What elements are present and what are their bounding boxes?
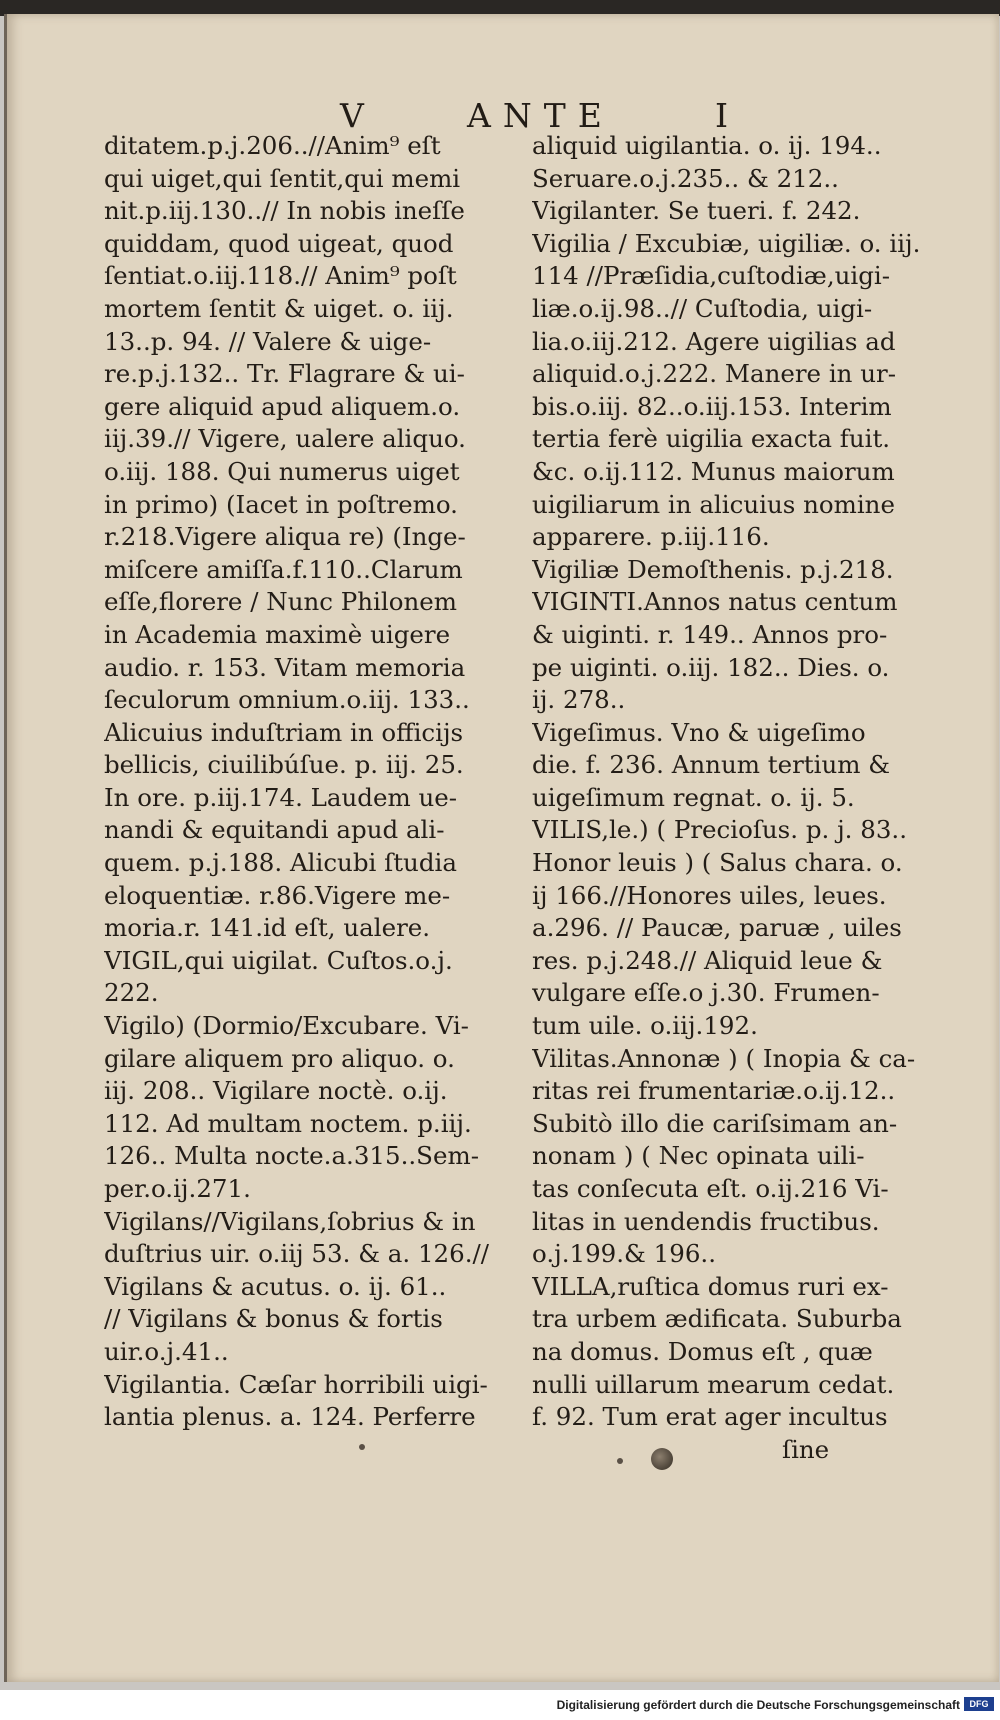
text-line: nulli uillarum mearum cedat.	[532, 1369, 895, 1399]
text-line: ritas rei frumentariæ.o.ij.12..	[532, 1076, 896, 1106]
text-line: eſſe,florere / Nunc Philonem	[104, 587, 457, 617]
text-line: re.p.j.132.. Tr. Flagrare & ui-	[104, 359, 465, 389]
text-line: iij. 208.. Vigilare noctè. o.ij.	[104, 1076, 448, 1106]
text-line: // Vigilans & bonus & fortis	[104, 1304, 443, 1334]
text-line: Subitò illo die cariſsimam an-	[532, 1108, 898, 1138]
text-line: na domus. Domus eſt , quæ	[532, 1336, 873, 1366]
text-line: miſcere amiſſa.f.110..Clarum	[104, 554, 463, 584]
text-line: r.218.Vigere aliqua re) (Inge-	[104, 522, 466, 552]
text-line: apparere. p.iij.116.	[532, 522, 770, 552]
text-line: quiddam, quod uigeat, quod	[104, 228, 454, 258]
text-line: o.iij. 188. Qui numerus uiget	[104, 456, 460, 486]
text-line: in primo) (Iacet in poſtremo.	[104, 489, 458, 519]
text-line: ſine	[782, 1434, 830, 1464]
digitization-footer	[0, 1690, 1000, 1720]
text-line: lia.o.iij.212. Agere uigilias ad	[532, 326, 896, 356]
text-line: Vigiliæ Demoſthenis. p.j.218.	[532, 554, 894, 584]
text-line: moria.r. 141.id eſt, ualere.	[104, 913, 431, 943]
header-letter: I	[714, 95, 730, 135]
text-line: Vilitas.Annonæ ) ( Inopia & ca-	[532, 1043, 916, 1073]
text-line: Vigeſimus. Vno & uigeſimo	[532, 717, 866, 747]
text-line: mortem ſentit & uiget. o. iij.	[104, 293, 454, 323]
text-line: Vigilo) (Dormio/Excubare. Vi-	[104, 1011, 469, 1041]
text-line: eloquentiæ. r.86.Vigere me-	[104, 880, 451, 910]
text-line: Vigilantia. Cæſar horribili uigi-	[104, 1369, 488, 1399]
text-line: VILIS,le.) ( Precioſus. p. j. 83..	[532, 815, 908, 845]
text-line: tum uile. o.iij.192.	[532, 1011, 758, 1041]
text-line: & uiginti. r. 149.. Annos pro-	[532, 619, 888, 649]
text-line: bis.o.iij. 82..o.iij.153. Interim	[532, 391, 892, 421]
text-line: qui uiget,qui ſentit,qui memi	[104, 163, 461, 193]
text-line: gere aliquid apud aliquem.o.	[104, 391, 461, 421]
text-line: Honor leuis ) ( Salus chara. o.	[532, 848, 903, 878]
text-line: bellicis, ciuilibúſue. p. iij. 25.	[104, 750, 464, 780]
text-line: VIGIL,qui uigilat. Cuſtos.o.j.	[104, 945, 453, 975]
text-line: uigeſimum regnat. o. ij. 5.	[532, 782, 855, 812]
text-line: Vigilanter. Se tueri. f. 242.	[532, 196, 861, 226]
text-line: VIGINTI.Annos natus centum	[532, 587, 898, 617]
text-line: tas conſecuta eſt. o.ij.216 Vi-	[532, 1174, 889, 1203]
text-line: in Academia maximè uigere	[104, 619, 451, 649]
text-line: 222.	[104, 978, 159, 1008]
text-line: ij 166.//Honores uiles, leues.	[532, 880, 887, 910]
text-line: uigiliarum in alicuius nomine	[532, 489, 895, 519]
text-line: audio. r. 153. Vitam memoria	[104, 652, 466, 682]
text-line: litas in uendendis fructibus.	[532, 1206, 880, 1236]
header-word: ANTE	[466, 95, 614, 135]
text-line: nit.p.iij.130..// In nobis ineſſe	[104, 196, 465, 226]
text-line: Vigilans//Vigilans,ſobrius & in	[104, 1206, 476, 1236]
text-line: tra urbem ædificata. Suburba	[532, 1304, 902, 1334]
text-line: ſeculorum omnium.o.iij. 133..	[104, 685, 470, 715]
text-line: duſtrius uir. o.iij 53. & a. 126.//	[104, 1239, 490, 1269]
text-line: aliquid.o.j.222. Manere in ur-	[532, 359, 897, 389]
text-line: 112. Ad multam noctem. p.iij.	[104, 1108, 472, 1138]
text-line: ſentiat.o.iij.118.// Anim⁹ poſt	[104, 261, 457, 291]
text-line: uir.o.j.41..	[104, 1336, 229, 1366]
dfg-logo: DFG	[964, 1697, 994, 1711]
text-line: VILLA,ruſtica domus ruri ex-	[532, 1271, 889, 1301]
text-line: Seruare.o.j.235.. & 212..	[532, 163, 839, 193]
text-line: res. p.j.248.// Aliquid leue &	[532, 945, 883, 975]
right-text-column	[532, 130, 942, 1466]
text-line: o.j.199.& 196..	[532, 1239, 716, 1269]
funding-credit: Digitalisierung gefördert durch die Deutsche Forschungsgemeinschaft	[556, 1698, 960, 1712]
text-line: &c. o.ij.112. Munus maiorum	[532, 456, 895, 486]
text-line: gilare aliquem pro aliquo. o.	[104, 1043, 455, 1073]
text-line: quem. p.j.188. Alicubi ſtudia	[104, 848, 457, 878]
text-line: aliquid uigilantia. o. ij. 194..	[532, 131, 882, 160]
text-line: nonam ) ( Nec opinata uili-	[532, 1141, 865, 1171]
text-line: liæ.o.ij.98..// Cuſtodia, uigi-	[532, 293, 873, 323]
text-line: lantia plenus. a. 124. Perferre	[104, 1402, 476, 1432]
text-line: 114 //Præſidia,cuſtodiæ,uigi-	[532, 261, 891, 291]
text-line: Vigilans & acutus. o. ij. 61..	[104, 1271, 447, 1301]
header-letter: V	[340, 95, 366, 135]
text-line: ij. 278..	[532, 685, 626, 715]
text-line: a.296. // Paucæ, paruæ , uiles	[532, 913, 902, 943]
text-line: ditatem.p.j.206..//Anim⁹ eſt	[104, 131, 441, 160]
text-line: pe uiginti. o.iij. 182.. Dies. o.	[532, 652, 890, 682]
text-line: Alicuius induſtriam in officijs	[104, 717, 464, 747]
text-line: In ore. p.iij.174. Laudem ue-	[104, 782, 458, 812]
text-line: die. f. 236. Annum tertium &	[532, 750, 891, 780]
text-line: Vigilia / Excubiæ, uigiliæ. o. iij.	[532, 228, 921, 258]
text-line: nandi & equitandi apud ali-	[104, 815, 445, 845]
text-line: f. 92. Tum erat ager incultus	[532, 1402, 888, 1432]
text-line: 13..p. 94. // Valere & uige-	[104, 326, 432, 356]
text-line: tertia ferè uigilia exacta fuit.	[532, 424, 891, 454]
text-line: per.o.ij.271.	[104, 1174, 251, 1203]
left-text-column	[104, 130, 544, 1434]
text-line: iij.39.// Vigere, ualere aliquo.	[104, 424, 466, 454]
ink-speck	[359, 1444, 365, 1450]
text-line: 126.. Multa nocte.a.315..Sem-	[104, 1141, 479, 1171]
text-line: vulgare eſſe.o j.30. Frumen-	[532, 978, 880, 1008]
